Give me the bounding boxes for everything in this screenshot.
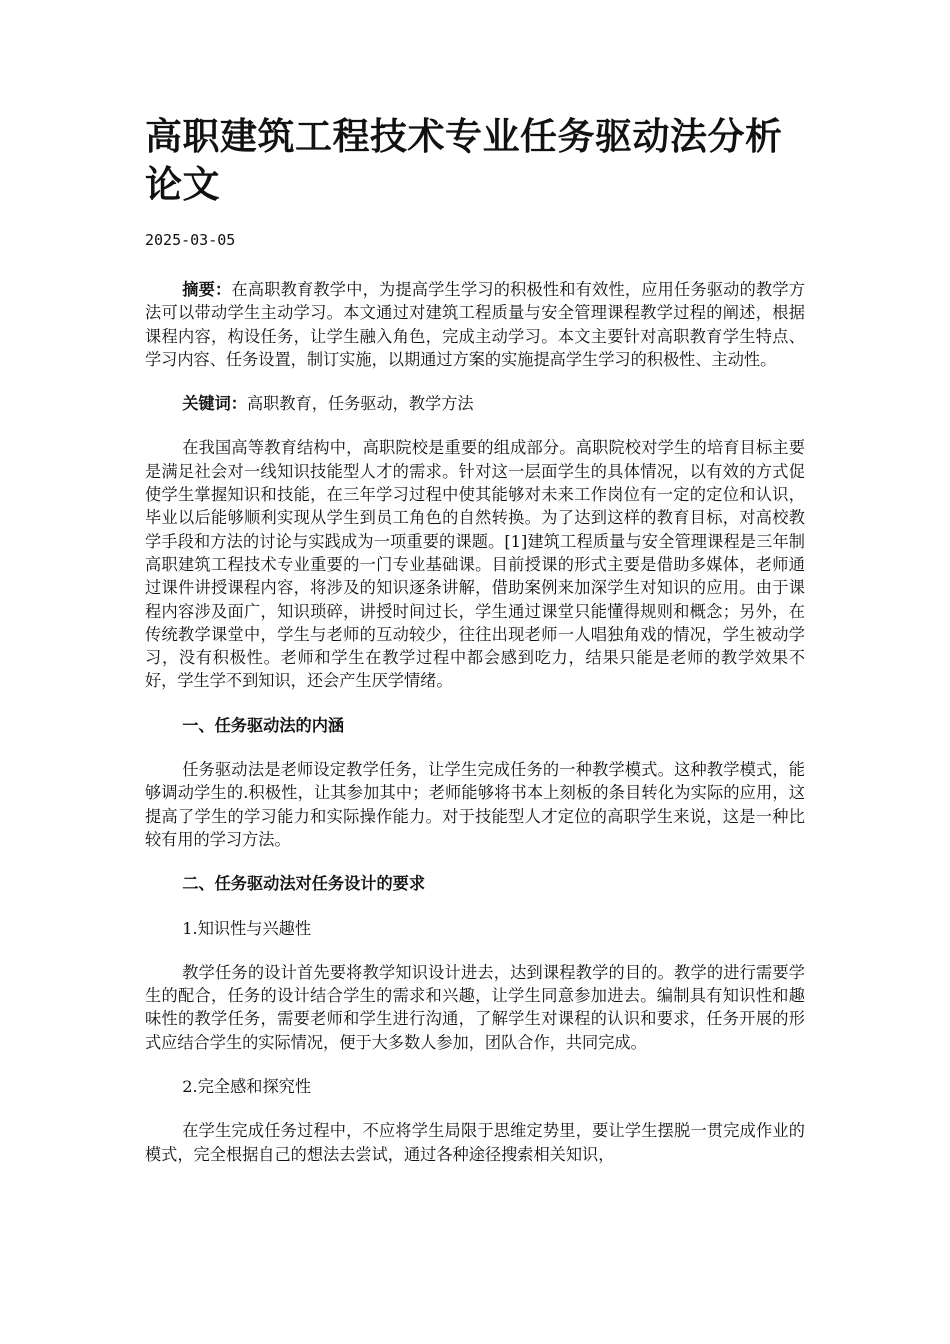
section-heading-2: 二、任务驱动法对任务设计的要求 <box>182 874 426 894</box>
abstract-label: 摘要： <box>182 280 232 299</box>
document-page <box>145 112 805 1166</box>
abstract-paragraph <box>145 278 805 371</box>
subsection-1-paragraph: 教学任务的设计首先要将教学知识设计进去，达到课程教学的目的。教学的进行需要学生的配合，任务的设计结合学生的需求和兴趣，让学生同意参加进去。编制具有知识性和趣味性的教学任务，需要老师和学生进行沟通，了解学生对课程的认识和要求，任务开展的形式应结合学生的实际情况，便于大多数人参加，团队合作，共同完成。 <box>145 962 805 1052</box>
intro-paragraph: 在我国高等教育结构中，高职院校是重要的组成部分。高职院校对学生的培育目标主要是满足社会对一线知识技能型人才的需求。针对这一层面学生的具体情况，以有效的方式促使学生掌握知识和技能，在三年学习过程中使其能够对未来工作岗位有一定的定位和认识，毕业以后能够顺利实现从学生到员工角色的自然转换。为了达到这样的教育目标，对高校教学手段和方法的讨论与实践成为一项重要的课题。[1]建筑工程质量与安全管理课程是三年制高职建筑工程技术专业重要的一门专业基础课。目前授课的形式主要是借助多媒体，老师通过课件讲授课程内容，将涉及的知识逐条讲解，借助案例来加深学生对知识的应用。由于课程内容涉及面广，知识琐碎，讲授时间过长，学生通过课堂只能懂得规则和概念；另外，在传统教学课堂中，学生与老师的互动较少，往往出现老师一人唱独角戏的情况，学生被动学习，没有积极性。老师和学生在教学过程中都会感到吃力，结果只能是老师的教学效果不好，学生学不到知识，还会产生厌学情绪。 <box>145 438 805 691</box>
publish-date: 2025-03-05 <box>145 231 236 249</box>
section-1-paragraph: 任务驱动法是老师设定教学任务，让学生完成任务的一种教学模式。这种教学模式，能够调动学生的.积极性，让其参加其中；老师能够将书本上刻板的条目转化为实际的应用，这提高了学生的学习能力和实际操作能力。对于技能型人才定位的高职学生来说，这是一种比较有用的学习方法。 <box>145 760 805 849</box>
keywords-paragraph <box>145 392 805 415</box>
subsection-2-paragraph: 在学生完成任务过程中，不应将学生局限于思维定势里，要让学生摆脱一贯完成作业的模式，完全根据自己的想法去尝试，通过各种途径搜索相关知识， <box>145 1121 805 1164</box>
section-heading-1: 一、任务驱动法的内涵 <box>182 715 345 735</box>
abstract-text: 在高职教育教学中，为提高学生学习的积极性和有效性，应用任务驱动的教学方法可以带动学生主动学习。本文通过对建筑工程质量与安全管理课程教学过程的阐述，根据课程内容，构设任务，让学生融入角色，完成主动学习。本文主要针对高职教育学生特点、学习内容、任务设置，制订实施，以期通过方案的实施提高学生学习的积极性、主动性。 <box>145 280 806 369</box>
keywords-text: 高职教育，任务驱动，教学方法 <box>247 394 474 414</box>
keywords-label: 关键词： <box>182 394 247 414</box>
document-title: 高职建筑工程技术专业任务驱动法分析论文 <box>145 114 783 206</box>
subsection-heading-2: 2.完全感和探究性 <box>182 1077 312 1097</box>
subsection-heading-1: 1.知识性与兴趣性 <box>182 918 312 938</box>
